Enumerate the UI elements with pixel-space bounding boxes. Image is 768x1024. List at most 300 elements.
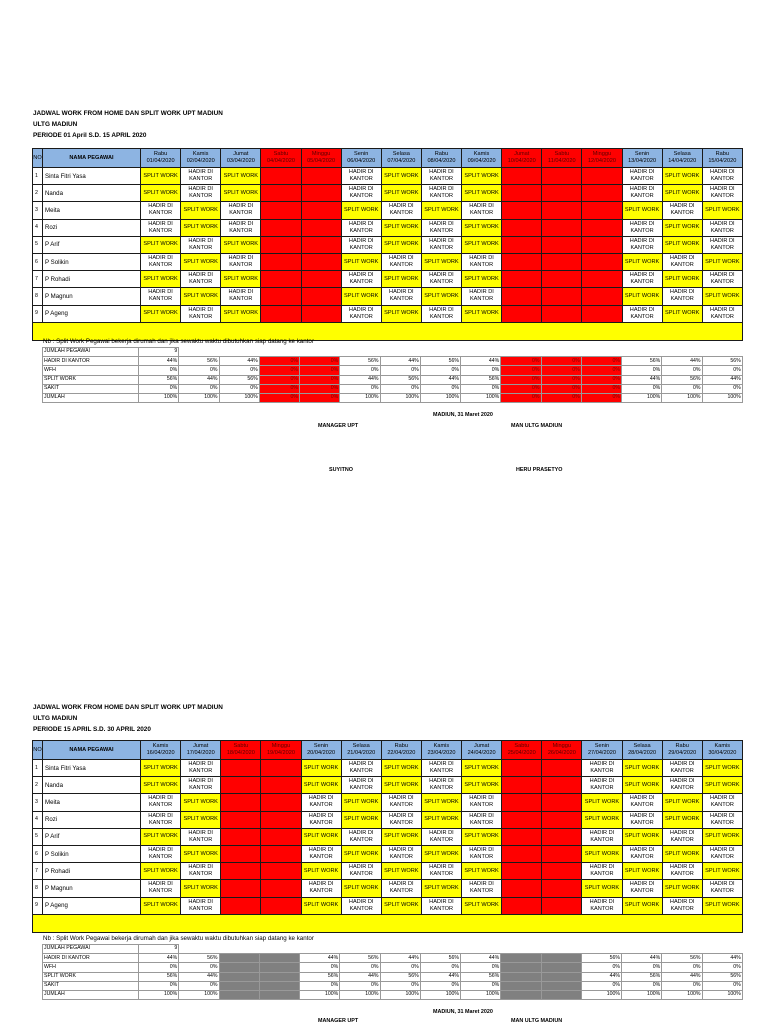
summary-value: 56%	[662, 954, 702, 963]
header-name: NAMA PEGAWAI	[43, 741, 141, 760]
split-work-cell: SPLIT WORK	[462, 863, 502, 880]
day-header	[141, 149, 181, 168]
day-name: Senin	[354, 151, 369, 157]
summary-value: 0%	[461, 981, 501, 990]
employee-name: Sinta Fitri Yasa	[43, 760, 141, 777]
sheet-2-signer-1-title: MANAGER UPT	[318, 1018, 359, 1024]
day-name: Kamis	[473, 151, 490, 157]
summary-value: 44%	[420, 972, 460, 981]
hadir-kantor-cell: HADIR DI KANTOR	[622, 794, 662, 811]
hadir-kantor-cell: HADIR DI KANTOR	[462, 880, 502, 897]
day-header	[542, 741, 582, 760]
summary-row	[43, 357, 743, 366]
summary-row	[43, 348, 743, 357]
summary-value: 100%	[702, 393, 742, 402]
summary-empty	[219, 945, 259, 954]
holiday-cell	[261, 288, 301, 305]
hadir-kantor-cell: HADIR DI KANTOR	[421, 236, 461, 253]
summary-value: 100%	[420, 990, 460, 999]
split-work-cell: SPLIT WORK	[662, 305, 702, 322]
split-work-cell: SPLIT WORK	[341, 811, 381, 828]
hadir-kantor-cell: HADIR DI KANTOR	[582, 828, 622, 845]
summary-value: 100%	[461, 990, 501, 999]
hadir-kantor-cell: HADIR DI KANTOR	[341, 777, 381, 794]
hadir-kantor-cell: HADIR DI KANTOR	[181, 236, 221, 253]
split-work-cell: SPLIT WORK	[582, 794, 622, 811]
hadir-kantor-cell: HADIR DI KANTOR	[421, 185, 461, 202]
sheet-2-titles	[33, 702, 223, 735]
summary-value: 0%	[300, 384, 340, 393]
summary-value: 56%	[380, 375, 420, 384]
summary-row	[43, 981, 743, 990]
employee-no: 3	[33, 794, 43, 811]
summary-value	[259, 954, 299, 963]
holiday-cell	[542, 219, 582, 236]
summary-value: 56%	[139, 972, 179, 981]
employee-row	[33, 185, 743, 202]
holiday-cell	[542, 811, 582, 828]
summary-value: 0%	[702, 963, 742, 972]
sheet-2-title: JADWAL WORK FROM HOME DAN SPLIT WORK UPT MADIUN	[33, 704, 223, 711]
day-name: Kamis	[433, 743, 450, 749]
summary-value: 0%	[219, 384, 259, 393]
employee-row	[33, 828, 743, 845]
summary-empty	[461, 348, 501, 357]
split-work-cell: SPLIT WORK	[662, 168, 702, 185]
summary-value: 0%	[501, 393, 541, 402]
summary-empty	[259, 348, 299, 357]
employee-no: 8	[33, 288, 43, 305]
summary-empty	[501, 945, 541, 954]
summary-empty	[219, 348, 259, 357]
summary-value: 0%	[702, 981, 742, 990]
holiday-cell	[542, 828, 582, 845]
summary-value: 100%	[622, 393, 662, 402]
split-work-cell: SPLIT WORK	[662, 271, 702, 288]
split-work-cell: SPLIT WORK	[462, 185, 502, 202]
holiday-cell	[221, 811, 261, 828]
employee-name: P Magnun	[43, 288, 141, 305]
summary-value: 0%	[179, 366, 219, 375]
hadir-kantor-cell: HADIR DI KANTOR	[622, 271, 662, 288]
employee-row	[33, 794, 743, 811]
split-work-cell: SPLIT WORK	[381, 271, 421, 288]
holiday-cell	[502, 828, 542, 845]
summary-value: 0%	[139, 384, 179, 393]
split-work-cell: SPLIT WORK	[702, 863, 742, 880]
holiday-cell	[261, 863, 301, 880]
summary-value: 0%	[300, 375, 340, 384]
day-header	[381, 741, 421, 760]
holiday-cell	[542, 168, 582, 185]
employee-no: 3	[33, 202, 43, 219]
split-work-cell: SPLIT WORK	[622, 288, 662, 305]
split-work-cell: SPLIT WORK	[622, 897, 662, 914]
summary-value	[541, 963, 581, 972]
holiday-cell	[502, 219, 542, 236]
split-work-cell: SPLIT WORK	[622, 253, 662, 270]
day-date: 19/04/2020	[266, 750, 295, 756]
summary-empty	[420, 945, 460, 954]
sheet-1-title: JADWAL WORK FROM HOME DAN SPLIT WORK UPT MADIUN	[33, 110, 223, 117]
hadir-kantor-cell: HADIR DI KANTOR	[381, 253, 421, 270]
hadir-kantor-cell: HADIR DI KANTOR	[381, 811, 421, 828]
employee-no: 2	[33, 185, 43, 202]
summary-row	[43, 945, 743, 954]
holiday-cell	[502, 168, 542, 185]
summary-empty	[340, 348, 380, 357]
summary-value: 100%	[702, 990, 742, 999]
hadir-kantor-cell: HADIR DI KANTOR	[622, 236, 662, 253]
summary-value: 0%	[380, 384, 420, 393]
summary-value: 56%	[702, 357, 742, 366]
hadir-kantor-cell: HADIR DI KANTOR	[341, 760, 381, 777]
summary-value: 100%	[662, 393, 702, 402]
holiday-cell	[542, 863, 582, 880]
hadir-kantor-cell: HADIR DI KANTOR	[141, 202, 181, 219]
split-work-cell: SPLIT WORK	[662, 794, 702, 811]
split-work-cell: SPLIT WORK	[301, 828, 341, 845]
hadir-kantor-cell: HADIR DI KANTOR	[381, 794, 421, 811]
day-date: 09/04/2020	[467, 158, 496, 164]
holiday-cell	[261, 202, 301, 219]
summary-value: 44%	[461, 357, 501, 366]
summary-empty	[300, 348, 340, 357]
hadir-kantor-cell: HADIR DI KANTOR	[462, 845, 502, 862]
summary-value: 0%	[300, 393, 340, 402]
holiday-cell	[261, 168, 301, 185]
split-work-cell: SPLIT WORK	[221, 305, 261, 322]
split-work-cell: SPLIT WORK	[702, 897, 742, 914]
holiday-cell	[502, 794, 542, 811]
employee-name: P Ageng	[43, 897, 141, 914]
split-work-cell: SPLIT WORK	[421, 202, 461, 219]
split-work-cell: SPLIT WORK	[421, 288, 461, 305]
employee-no: 9	[33, 305, 43, 322]
summary-value	[541, 954, 581, 963]
holiday-cell	[301, 271, 341, 288]
hadir-kantor-cell: HADIR DI KANTOR	[181, 777, 221, 794]
summary-value: 0%	[420, 963, 460, 972]
hadir-kantor-cell: HADIR DI KANTOR	[662, 288, 702, 305]
split-work-cell: SPLIT WORK	[381, 185, 421, 202]
summary-empty	[702, 945, 742, 954]
employee-row	[33, 236, 743, 253]
summary-row	[43, 954, 743, 963]
summary-value: 100%	[461, 393, 501, 402]
hadir-kantor-cell: HADIR DI KANTOR	[301, 880, 341, 897]
hadir-kantor-cell: HADIR DI KANTOR	[381, 288, 421, 305]
summary-value: 9	[139, 945, 179, 954]
holiday-cell	[542, 760, 582, 777]
summary-value: 0%	[501, 357, 541, 366]
day-name: Rabu	[434, 151, 449, 157]
summary-value	[259, 963, 299, 972]
hadir-kantor-cell: HADIR DI KANTOR	[421, 168, 461, 185]
holiday-cell	[582, 253, 622, 270]
employee-name: Rozi	[43, 811, 141, 828]
day-name: Selasa	[352, 743, 370, 749]
summary-value: 0%	[581, 366, 621, 375]
holiday-cell	[542, 777, 582, 794]
day-name: Sabtu	[273, 151, 289, 157]
hadir-kantor-cell: HADIR DI KANTOR	[341, 236, 381, 253]
summary-empty	[581, 945, 621, 954]
summary-value: 0%	[300, 366, 340, 375]
summary-value: 56%	[420, 954, 460, 963]
hadir-kantor-cell: HADIR DI KANTOR	[702, 845, 742, 862]
holiday-cell	[221, 828, 261, 845]
holiday-cell	[261, 777, 301, 794]
holiday-cell	[542, 253, 582, 270]
header-no: NO	[33, 741, 43, 760]
hadir-kantor-cell: HADIR DI KANTOR	[622, 811, 662, 828]
holiday-cell	[542, 845, 582, 862]
split-work-cell: SPLIT WORK	[221, 185, 261, 202]
holiday-cell	[582, 185, 622, 202]
day-name: Jumat	[514, 151, 530, 157]
split-work-cell: SPLIT WORK	[381, 760, 421, 777]
summary-value: 0%	[541, 393, 581, 402]
split-work-cell: SPLIT WORK	[462, 236, 502, 253]
summary-label: WFH	[43, 963, 139, 972]
employee-no: 6	[33, 845, 43, 862]
employee-name: P Solikin	[43, 845, 141, 862]
split-work-cell: SPLIT WORK	[421, 811, 461, 828]
split-work-cell: SPLIT WORK	[141, 168, 181, 185]
day-date: 14/04/2020	[668, 158, 697, 164]
summary-value: 100%	[581, 990, 621, 999]
split-work-cell: SPLIT WORK	[141, 897, 181, 914]
summary-value: 56%	[461, 972, 501, 981]
hadir-kantor-cell: HADIR DI KANTOR	[341, 185, 381, 202]
summary-value: 44%	[139, 954, 179, 963]
day-header	[502, 741, 542, 760]
holiday-cell	[301, 185, 341, 202]
hadir-kantor-cell: HADIR DI KANTOR	[462, 794, 502, 811]
summary-value	[541, 981, 581, 990]
employee-row	[33, 271, 743, 288]
summary-value	[501, 990, 541, 999]
holiday-cell	[582, 236, 622, 253]
summary-value: 0%	[179, 963, 219, 972]
employee-row	[33, 777, 743, 794]
split-work-cell: SPLIT WORK	[381, 828, 421, 845]
hadir-kantor-cell: HADIR DI KANTOR	[462, 288, 502, 305]
holiday-cell	[582, 271, 622, 288]
day-date: 28/04/2020	[628, 750, 657, 756]
day-date: 30/04/2020	[708, 750, 737, 756]
employee-no: 1	[33, 168, 43, 185]
employee-name: P Magnun	[43, 880, 141, 897]
employee-no: 4	[33, 219, 43, 236]
day-date: 18/04/2020	[226, 750, 255, 756]
summary-value: 0%	[259, 357, 299, 366]
summary-empty	[662, 348, 702, 357]
day-date: 26/04/2020	[547, 750, 576, 756]
summary-value: 0%	[259, 366, 299, 375]
employee-name: P Rohadi	[43, 271, 141, 288]
day-name: Selasa	[673, 151, 691, 157]
summary-value: 100%	[179, 990, 219, 999]
hadir-kantor-cell: HADIR DI KANTOR	[702, 794, 742, 811]
summary-value: 0%	[340, 981, 380, 990]
split-work-cell: SPLIT WORK	[181, 219, 221, 236]
holiday-cell	[221, 880, 261, 897]
summary-row	[43, 990, 743, 999]
summary-value: 44%	[380, 954, 420, 963]
summary-label: JUMLAH PEGAWAI	[43, 348, 139, 357]
holiday-cell	[301, 219, 341, 236]
summary-value: 44%	[179, 375, 219, 384]
day-date: 05/04/2020	[307, 158, 336, 164]
split-work-cell: SPLIT WORK	[462, 305, 502, 322]
summary-table-1	[42, 347, 743, 403]
holiday-cell	[301, 202, 341, 219]
day-name: Selasa	[633, 743, 651, 749]
summary-value: 0%	[300, 963, 340, 972]
day-name: Senin	[594, 743, 610, 749]
employee-row	[33, 219, 743, 236]
summary-value: 56%	[420, 357, 460, 366]
summary-value	[219, 981, 259, 990]
split-work-cell: SPLIT WORK	[381, 168, 421, 185]
employee-name: P Solikin	[43, 253, 141, 270]
summary-value: 56%	[662, 375, 702, 384]
hadir-kantor-cell: HADIR DI KANTOR	[662, 777, 702, 794]
split-work-cell: SPLIT WORK	[702, 760, 742, 777]
hadir-kantor-cell: HADIR DI KANTOR	[181, 828, 221, 845]
summary-row	[43, 384, 743, 393]
holiday-cell	[582, 168, 622, 185]
hadir-kantor-cell: HADIR DI KANTOR	[421, 828, 461, 845]
holiday-cell	[502, 185, 542, 202]
day-name: Kamis	[192, 151, 209, 157]
summary-value: 100%	[179, 393, 219, 402]
day-name: Minggu	[552, 743, 571, 749]
split-work-cell: SPLIT WORK	[662, 219, 702, 236]
summary-value: 44%	[340, 972, 380, 981]
split-work-cell: SPLIT WORK	[141, 185, 181, 202]
hadir-kantor-cell: HADIR DI KANTOR	[662, 863, 702, 880]
hadir-kantor-cell: HADIR DI KANTOR	[662, 760, 702, 777]
summary-value: 44%	[622, 954, 662, 963]
split-work-cell: SPLIT WORK	[702, 202, 742, 219]
summary-value: 44%	[300, 954, 340, 963]
day-header	[181, 741, 221, 760]
summary-empty	[501, 348, 541, 357]
summary-value: 100%	[340, 393, 380, 402]
holiday-cell	[221, 863, 261, 880]
summary-value: 100%	[662, 990, 702, 999]
holiday-cell	[502, 271, 542, 288]
employee-row	[33, 168, 743, 185]
sheet-1-place-date: MADIUN, 31 Maret 2020	[433, 412, 493, 418]
split-work-cell: SPLIT WORK	[462, 271, 502, 288]
holiday-cell	[261, 794, 301, 811]
hadir-kantor-cell: HADIR DI KANTOR	[221, 288, 261, 305]
summary-value	[501, 954, 541, 963]
summary-value: 0%	[662, 963, 702, 972]
summary-value: 100%	[420, 393, 460, 402]
split-work-cell: SPLIT WORK	[462, 828, 502, 845]
summary-label: SPLIT WORK	[43, 972, 139, 981]
day-date: 03/04/2020	[226, 158, 255, 164]
split-work-cell: SPLIT WORK	[301, 897, 341, 914]
split-work-cell: SPLIT WORK	[181, 880, 221, 897]
summary-empty	[541, 348, 581, 357]
split-work-cell: SPLIT WORK	[381, 236, 421, 253]
hadir-kantor-cell: HADIR DI KANTOR	[341, 828, 381, 845]
day-date: 08/04/2020	[427, 158, 456, 164]
summary-value: 0%	[420, 384, 460, 393]
summary-empty	[300, 945, 340, 954]
day-name: Selasa	[392, 151, 410, 157]
summary-value: 9	[139, 348, 179, 357]
summary-value: 44%	[139, 357, 179, 366]
summary-value: 0%	[259, 393, 299, 402]
day-name: Jumat	[193, 743, 209, 749]
day-date: 01/04/2020	[146, 158, 175, 164]
summary-value: 0%	[139, 366, 179, 375]
hadir-kantor-cell: HADIR DI KANTOR	[421, 305, 461, 322]
split-work-cell: SPLIT WORK	[341, 202, 381, 219]
split-work-cell: SPLIT WORK	[381, 897, 421, 914]
hadir-kantor-cell: HADIR DI KANTOR	[582, 897, 622, 914]
split-work-cell: SPLIT WORK	[301, 777, 341, 794]
day-header	[221, 149, 261, 168]
hadir-kantor-cell: HADIR DI KANTOR	[421, 760, 461, 777]
split-work-cell: SPLIT WORK	[622, 202, 662, 219]
hadir-kantor-cell: HADIR DI KANTOR	[662, 828, 702, 845]
holiday-cell	[221, 845, 261, 862]
hadir-kantor-cell: HADIR DI KANTOR	[301, 811, 341, 828]
summary-label: SAKIT	[43, 384, 139, 393]
summary-value: 0%	[461, 963, 501, 972]
schedule-table-1	[32, 148, 743, 341]
employee-name: Rozi	[43, 219, 141, 236]
day-header	[381, 149, 421, 168]
summary-label: JUMLAH	[43, 393, 139, 402]
day-name: Rabu	[153, 151, 168, 157]
summary-value: 0%	[622, 981, 662, 990]
summary-empty	[622, 348, 662, 357]
summary-table-2	[42, 944, 743, 1000]
sheet-2-place-date: MADIUN, 31 Maret 2020	[433, 1009, 493, 1015]
hadir-kantor-cell: HADIR DI KANTOR	[662, 897, 702, 914]
day-name: Rabu	[675, 743, 689, 749]
split-work-cell: SPLIT WORK	[141, 305, 181, 322]
hadir-kantor-cell: HADIR DI KANTOR	[181, 168, 221, 185]
summary-value: 0%	[380, 366, 420, 375]
summary-value	[541, 972, 581, 981]
summary-value: 0%	[622, 963, 662, 972]
hadir-kantor-cell: HADIR DI KANTOR	[341, 168, 381, 185]
employee-no: 2	[33, 777, 43, 794]
holiday-cell	[221, 777, 261, 794]
summary-value: 0%	[380, 963, 420, 972]
hadir-kantor-cell: HADIR DI KANTOR	[421, 219, 461, 236]
summary-value: 0%	[702, 384, 742, 393]
hadir-kantor-cell: HADIR DI KANTOR	[702, 271, 742, 288]
summary-value: 44%	[662, 357, 702, 366]
summary-empty	[380, 945, 420, 954]
hadir-kantor-cell: HADIR DI KANTOR	[341, 219, 381, 236]
summary-row	[43, 393, 743, 402]
day-date: 13/04/2020	[628, 158, 657, 164]
employee-row	[33, 845, 743, 862]
holiday-cell	[221, 794, 261, 811]
